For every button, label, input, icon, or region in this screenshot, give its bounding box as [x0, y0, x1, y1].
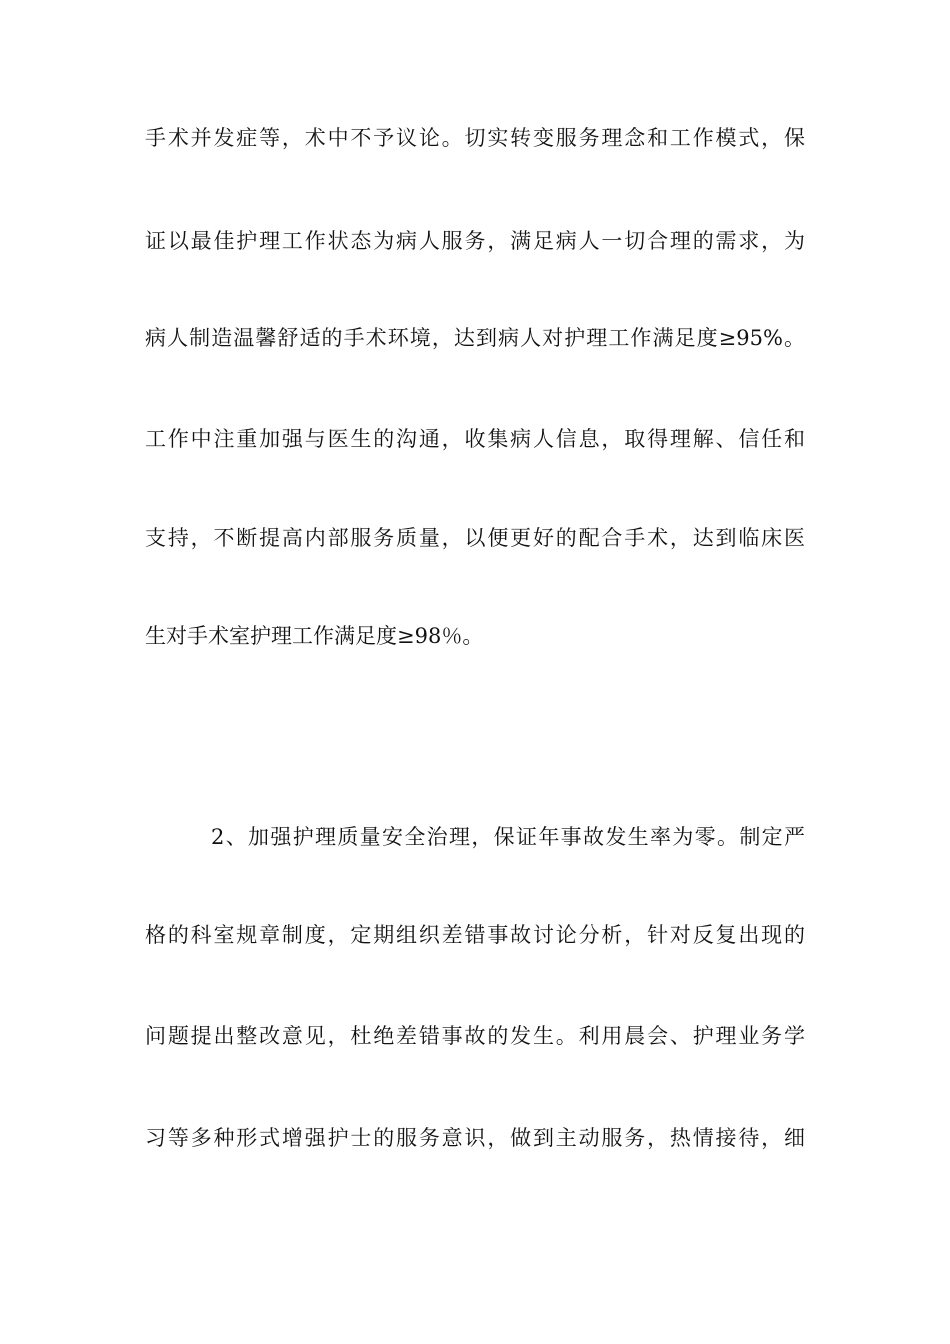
- text-line: 工作中注重加强与医生的沟通，收集病人信息，取得理解、信任和: [145, 427, 805, 451]
- text-line: 病人制造温馨舒适的手术环境，达到病人对护理工作满足度≥95%。: [145, 326, 805, 350]
- text-line: 2、加强护理质量安全治理，保证年事故发生率为零。制定严: [211, 825, 805, 849]
- text-line: 格的科室规章制度，定期组织差错事故讨论分析，针对反复出现的: [145, 923, 805, 947]
- text-line: 生对手术室护理工作满足度≥98％。: [145, 624, 484, 648]
- text-line: 手术并发症等，术中不予议论。切实转变服务理念和工作模式，保: [145, 126, 805, 150]
- text-line: 支持，不断提高内部服务质量，以便更好的配合手术，达到临床医: [145, 526, 805, 550]
- text-line: 问题提出整改意见，杜绝差错事故的发生。利用晨会、护理业务学: [145, 1024, 805, 1048]
- text-line: 证以最佳护理工作状态为病人服务，满足病人一切合理的需求，为: [145, 229, 805, 253]
- text-line: 习等多种形式增强护士的服务意识，做到主动服务，热情接待，细: [145, 1126, 805, 1150]
